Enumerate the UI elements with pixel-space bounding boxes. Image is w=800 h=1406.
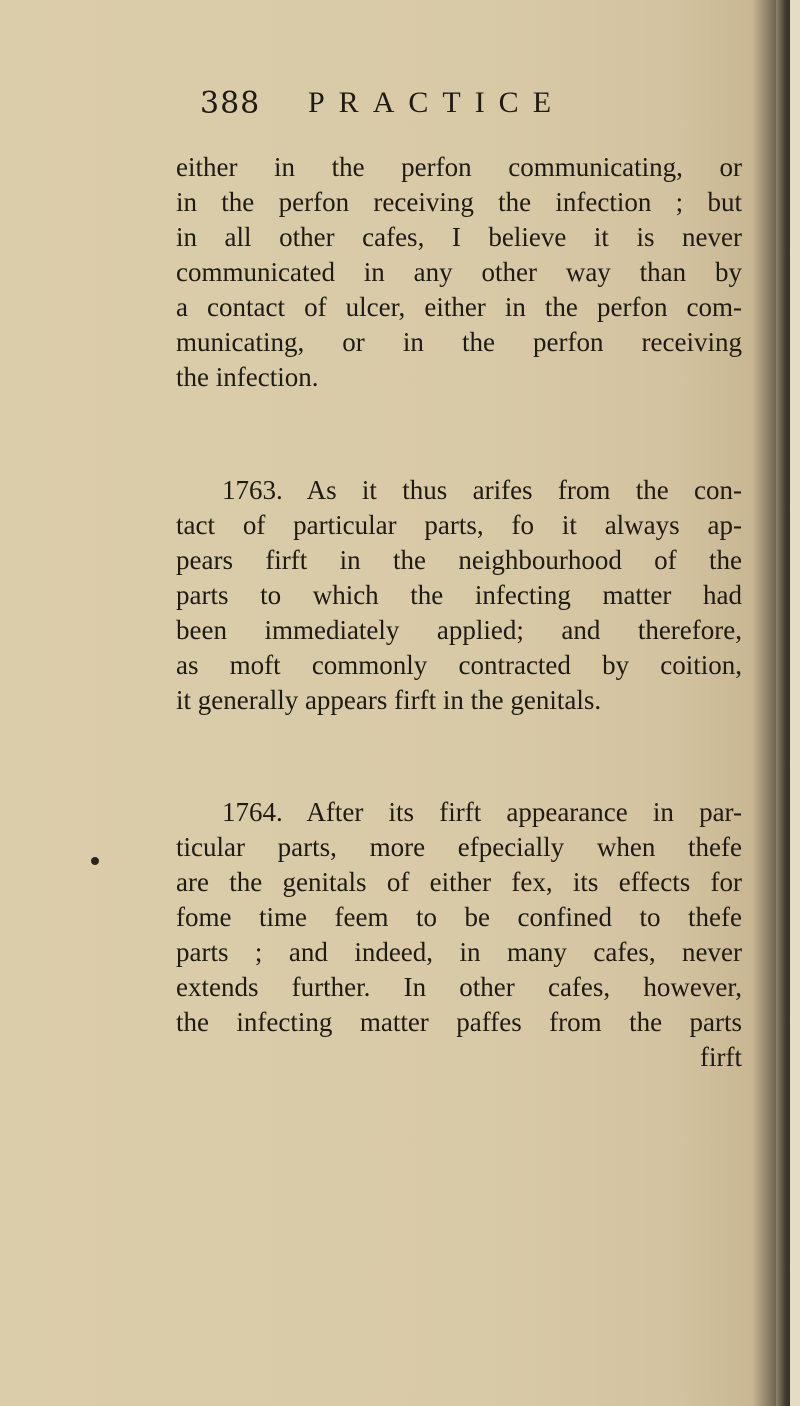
text-line: parts ; and indeed, in many cafes, never: [176, 937, 742, 967]
text-line: it generally appears firft in the genitals.: [176, 685, 602, 715]
ink-spot: [91, 857, 99, 865]
catchword: firft: [700, 1042, 742, 1072]
text-line: extends further. In other cafes, however,: [176, 972, 742, 1002]
text-line: been immediately applied; and therefore,: [176, 615, 742, 645]
paragraph-1: [176, 150, 742, 395]
text-line: pears firft in the neighbourhood of the: [176, 545, 742, 575]
text-line: in the perfon receiving the infection ; but: [176, 187, 742, 217]
text-line: the infection.: [176, 362, 319, 392]
text-line: the infecting matter paffes from the parts: [176, 1007, 742, 1037]
facing-page-edge: [790, 0, 800, 1406]
paragraph-1764: [176, 795, 742, 1075]
text-line: a contact of ulcer, either in the perfon com-: [176, 292, 742, 322]
text-line: communicated in any other way than by: [176, 257, 742, 287]
text-line: are the genitals of either fex, its effects for: [176, 867, 742, 897]
paragraph-1763: [176, 473, 742, 718]
text-line: fome time feem to be confined to thefe: [176, 902, 742, 932]
text-line: 1763. As it thus arifes from the con-: [222, 475, 742, 505]
text-line: municating, or in the perfon receiving: [176, 327, 742, 357]
text-line: in all other cafes, I believe it is never: [176, 222, 742, 252]
text-line: as moft commonly contracted by coition,: [176, 650, 742, 680]
text-line: ticular parts, more efpecially when thefe: [176, 832, 742, 862]
text-line: 1764. After its firft appearance in par-: [222, 797, 742, 827]
running-title: PRACTICE: [308, 86, 566, 119]
text-line: either in the perfon communicating, or: [176, 152, 742, 182]
page-header: [200, 86, 740, 126]
text-line: parts to which the infecting matter had: [176, 580, 742, 610]
text-line: tact of particular parts, fo it always ap-: [176, 510, 742, 540]
page-number: 388: [200, 86, 261, 121]
